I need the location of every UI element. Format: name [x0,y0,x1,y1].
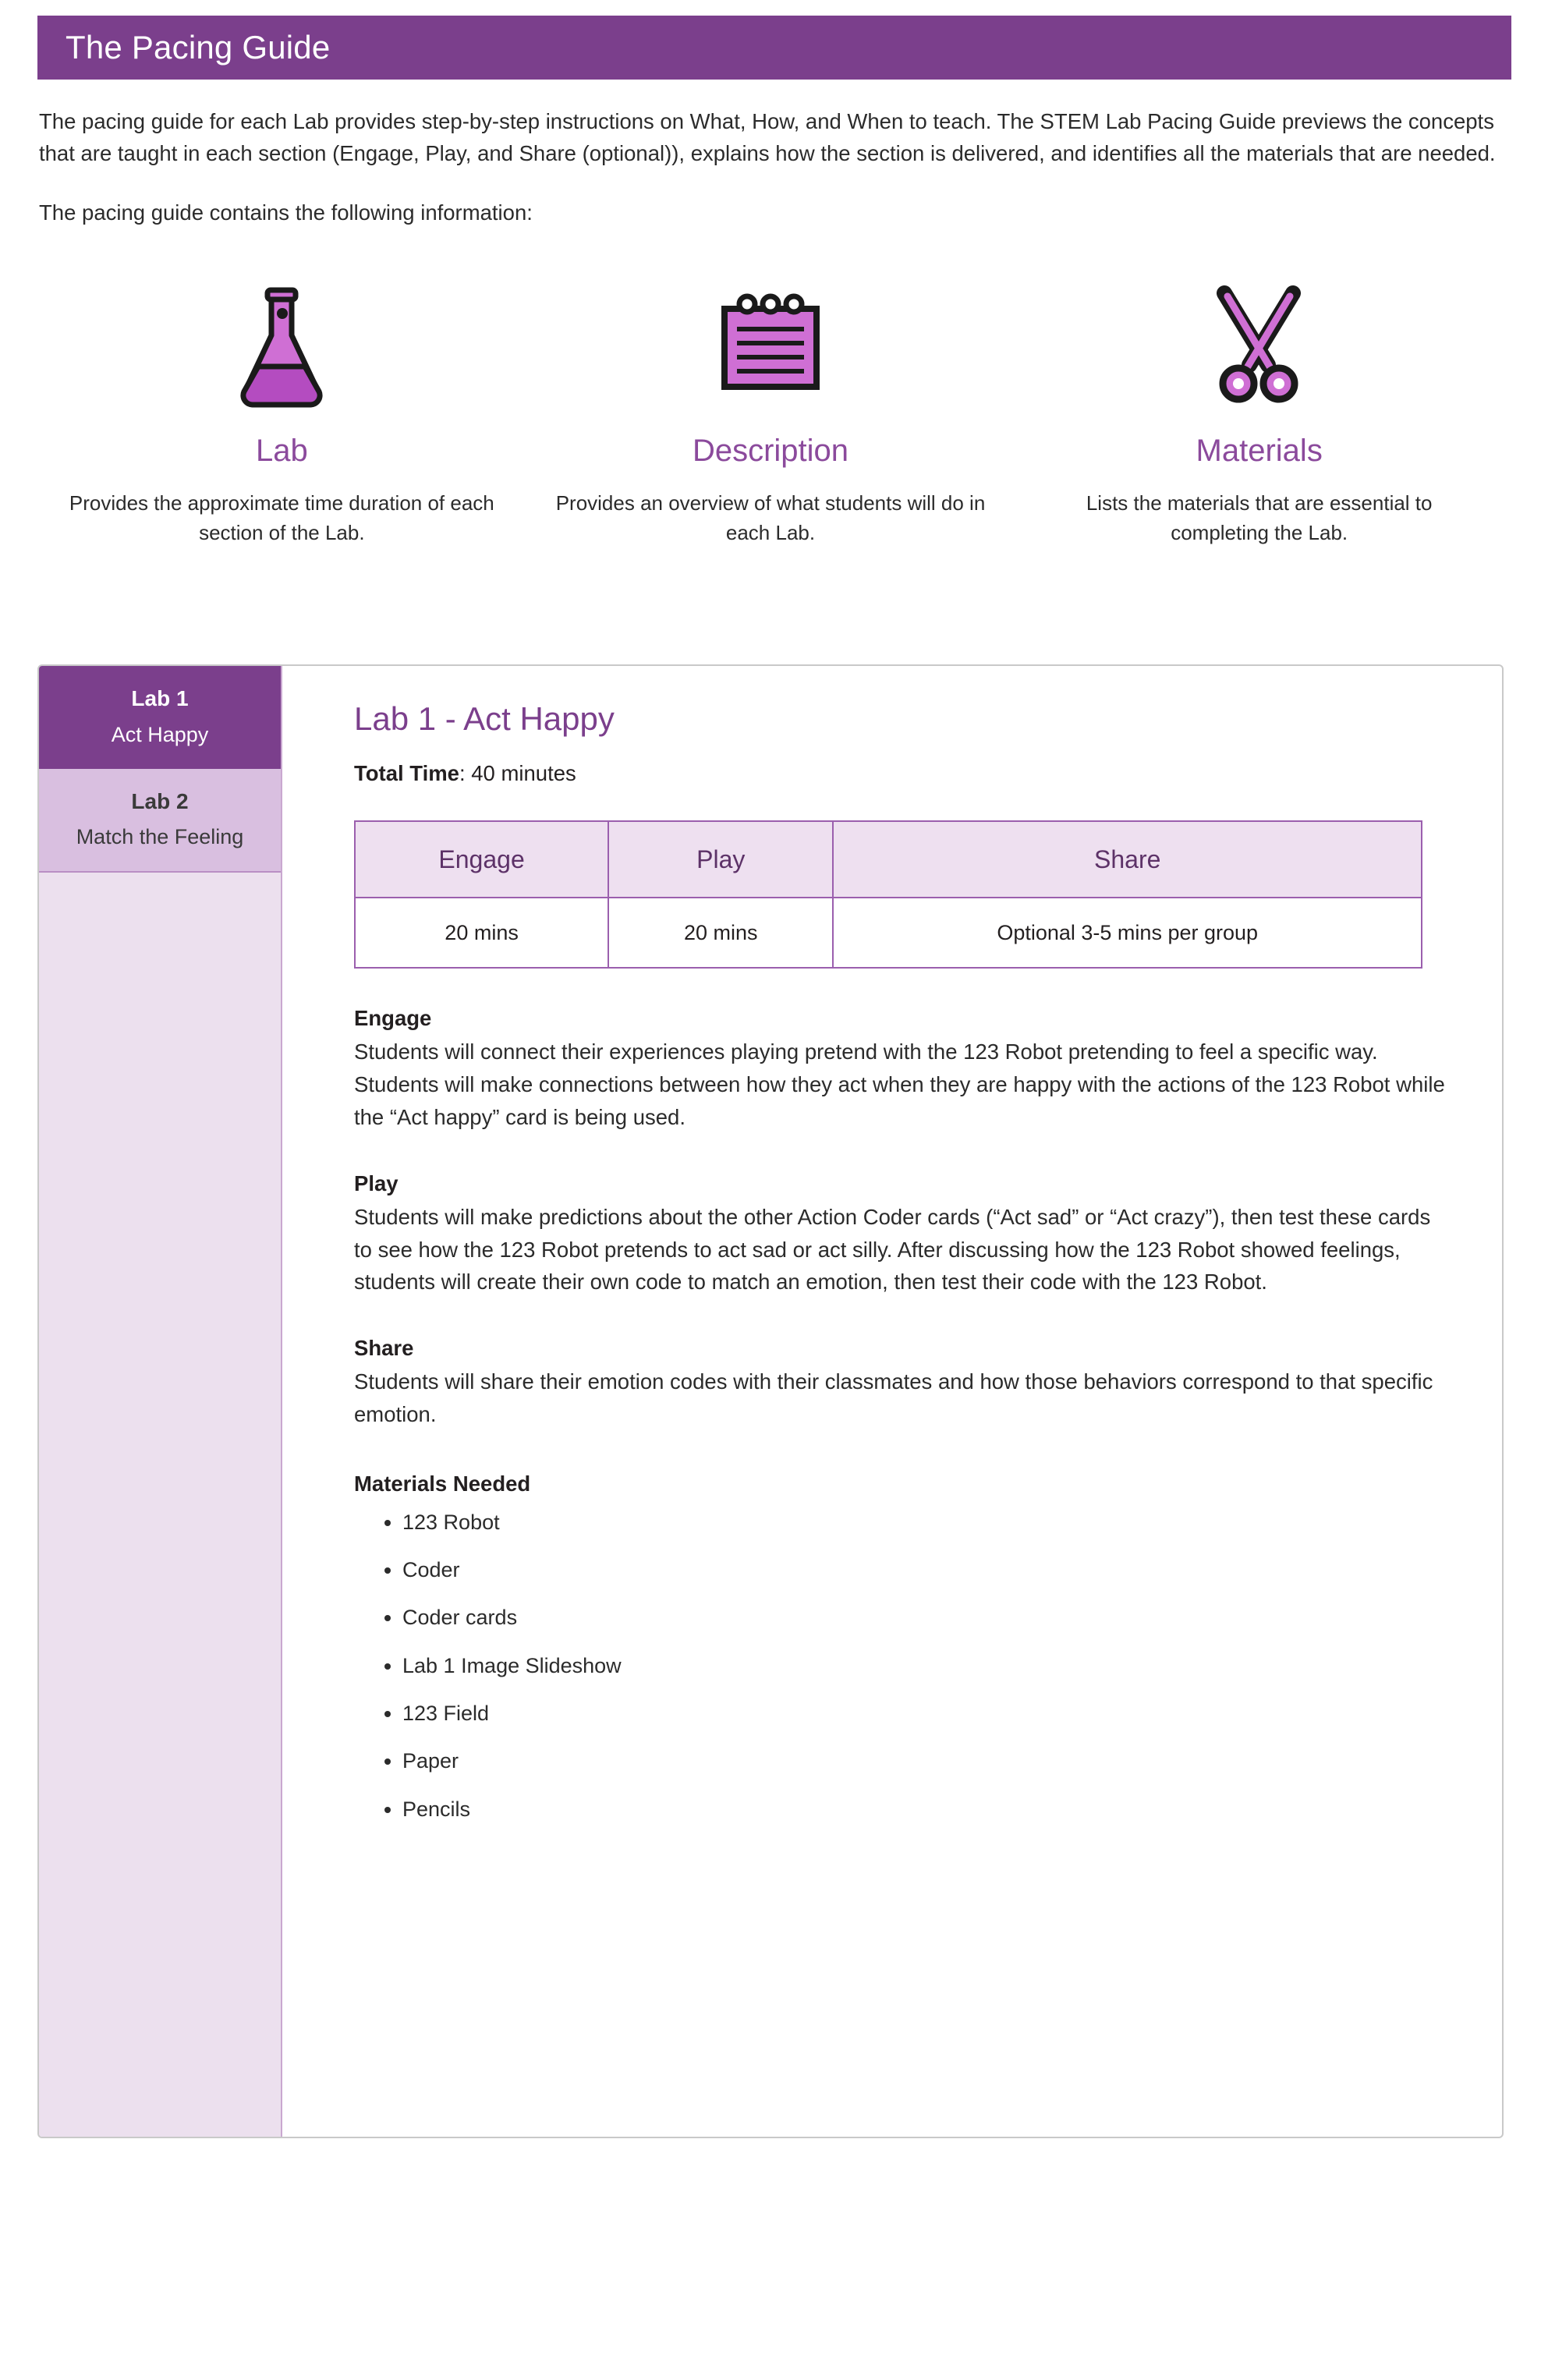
lab-card [37,664,1504,2138]
feature-icon-row [37,278,1504,547]
pacing-cell-share: Optional 3-5 mins per group [833,898,1422,968]
lab-tab-2-title: Lab 2 [131,788,189,813]
section-play-title: Play [354,1171,399,1195]
materials-title: Materials Needed [354,1471,531,1496]
lab-tab-1[interactable] [39,666,281,768]
list-item: • Lab 1 Image Slideshow [402,1651,1455,1681]
page-title: The Pacing Guide [66,29,331,66]
section-share [354,1336,1455,1431]
feature-title-description: Description [692,434,849,469]
section-play [354,1171,1455,1298]
feature-item-materials [1015,278,1504,547]
feature-desc-lab: Provides the approximate time duration of each section of the Lab. [69,491,494,544]
lab-tab-2[interactable] [39,769,281,873]
feature-desc-materials: Lists the materials that are essential to completing the Lab. [1086,491,1433,544]
pacing-cell-engage: 20 mins [355,898,608,968]
feature-desc-description: Provides an overview of what students will do in each Lab. [555,491,986,544]
list-item: • Pencils [402,1794,1455,1824]
lab-heading: Lab 1 - Act Happy [354,700,615,738]
pacing-table-row [355,898,1422,968]
materials-list [354,1507,1455,1824]
list-item: • Coder [402,1555,1455,1585]
pacing-table-header-row [355,821,1422,898]
lab-tab-list [39,666,282,2137]
total-time-value: : 40 minutes [459,761,576,786]
pacing-header-engage: Engage [355,821,608,898]
pacing-header-play: Play [608,821,833,898]
section-engage-text: Students will connect their experiences playing pretend with the 123 Robot pretending to feel a specific way. Students will make connections between how they act when they are happy with the actions of the 123 Robot while the “Act happy” card is being used. [354,1039,1445,1130]
section-engage [354,1006,1455,1133]
flask-icon [223,278,340,410]
scissors-icon [1193,278,1326,410]
section-play-text: Students will make predictions about the other Action Coder cards (“Act sad” or “Act crazy”), then test these cards to see how the 123 Robot pretends to act sad or act silly. After discussing how the 123 Robot showed feelings, students will create their own code to match an emotion, then test their code with the 123 Robot. [354,1204,1431,1294]
lab-tab-1-title: Lab 1 [131,686,189,711]
list-item: • 123 Field [402,1698,1455,1728]
feature-item-description [526,278,1015,547]
page-header-banner [37,16,1511,80]
pacing-cell-play: 20 mins [608,898,833,968]
feature-item-lab [37,278,526,547]
document-page [0,16,1541,2169]
intro-paragraph-2: The pacing guide contains the following information: [39,200,533,225]
lab-card-body [282,666,1502,2137]
total-time-line [354,761,1455,786]
section-engage-title: Engage [354,1006,432,1031]
list-item: • Paper [402,1746,1455,1776]
pacing-table [354,820,1422,969]
list-item: • Coder cards [402,1603,1455,1632]
feature-title-lab: Lab [255,434,308,469]
section-share-title: Share [354,1336,414,1361]
section-share-text: Students will share their emotion codes with their classmates and how those behaviors correspond to that specific emotion. [354,1369,1433,1427]
lab-tab-2-subtitle: Match the Feeling [76,825,244,849]
intro-paragraph-1: The pacing guide for each Lab provides step-by-step instructions on What, How, and When to teach. The STEM Lab Pacing Guide previews the concepts that are taught in each section (Engage, Play, and Share (optional)), explains how the section is delivered, and identifies all the materials that are needed. [39,109,1496,165]
list-item: • 123 Robot [402,1507,1455,1537]
total-time-label: Total Time [354,761,459,786]
pacing-header-share: Share [833,821,1422,898]
lab-tab-1-subtitle: Act Happy [111,722,209,746]
notebook-icon [704,278,837,410]
feature-title-materials: Materials [1196,434,1323,469]
